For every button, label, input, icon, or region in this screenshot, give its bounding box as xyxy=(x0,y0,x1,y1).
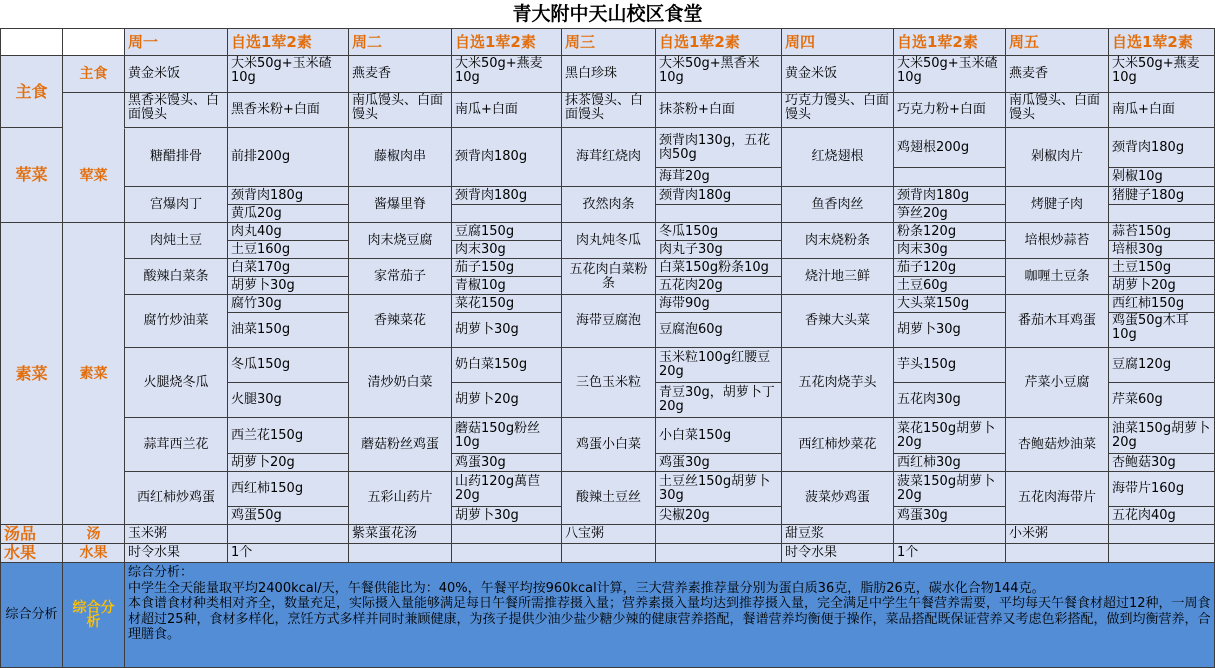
veg-mon-detail-5b: 胡萝卜20g xyxy=(228,454,349,472)
staple-tue-dish: 燕麦香 xyxy=(349,56,452,93)
veg-thu-detail-4a: 芋头150g xyxy=(894,348,1006,383)
veg-wed-dish-2: 五花肉白菜粉条 xyxy=(562,259,656,295)
veg-tue-detail-3b: 胡萝卜30g xyxy=(452,313,562,348)
header-corner-2 xyxy=(63,28,125,56)
staple-wed-dish-2: 抹茶馒头、白面馒头 xyxy=(562,93,656,128)
soup-thu: 甜豆浆 xyxy=(782,525,894,544)
staple-fri-detail: 大米50g+燕麦10g xyxy=(1109,56,1215,93)
subcategory-soup: 汤 xyxy=(63,525,125,544)
staple-thu-dish-2: 巧克力馒头、白面馒头 xyxy=(782,93,894,128)
fruit-wed-amount xyxy=(656,544,782,563)
staple-fri-dish-2: 南瓜馒头、白面馒头 xyxy=(1006,93,1109,128)
veg-fri-detail-5a: 油菜150g胡萝卜20g xyxy=(1109,418,1215,454)
category-staple: 主食 xyxy=(0,56,63,128)
veg-tue-detail-6a: 山药120g萬苣20g xyxy=(452,472,562,507)
staple-tue-detail-2: 南瓜+白面 xyxy=(452,93,562,128)
subcategory-analysis: 综合分析 xyxy=(63,563,125,668)
veg-thu-dish-5: 西红柿炒菜花 xyxy=(782,418,894,472)
veg-wed-dish-3: 海带豆腐泡 xyxy=(562,295,656,348)
meat-wed-dish-2: 孜然肉条 xyxy=(562,187,656,223)
veg-fri-detail-4a: 豆腐120g xyxy=(1109,348,1215,383)
header-tue-pick: 自选1荤2素 xyxy=(452,28,562,56)
veg-tue-detail-3a: 菜花150g xyxy=(452,295,562,313)
veg-thu-detail-2a: 茄子120g xyxy=(894,259,1006,277)
category-veg: 素菜 xyxy=(0,223,63,525)
analysis-paragraph-1: 中学生全天能量取平均2400kcal/天，午餐供能比为：40%，午餐平均按960kcal计算，三大营养素推荐量分别为蛋白质36克，脂肪26克，碳水化合物144克。 xyxy=(128,580,1045,596)
staple-thu-detail: 大米50g+玉米碴10g xyxy=(894,56,1006,93)
veg-tue-dish-6: 五彩山药片 xyxy=(349,472,452,525)
veg-thu-dish-4: 五花肉烧芋头 xyxy=(782,348,894,418)
fruit-mon-amount: 1个 xyxy=(228,544,349,563)
veg-thu-dish-3: 香辣大头菜 xyxy=(782,295,894,348)
veg-mon-dish-2: 酸辣白菜条 xyxy=(125,259,228,295)
staple-wed-detail: 大米50g+黑香米10g xyxy=(656,56,782,93)
header-tue: 周二 xyxy=(349,28,452,56)
veg-fri-dish-5: 杏鲍菇炒油菜 xyxy=(1006,418,1109,472)
veg-tue-detail-1b: 肉末30g xyxy=(452,241,562,259)
staple-mon-dish-2: 黑香米馒头、白面馒头 xyxy=(125,93,228,128)
header-mon: 周一 xyxy=(125,28,228,56)
meat-tue-dish: 藤椒肉串 xyxy=(349,128,452,187)
subcategory-staple: 主食 xyxy=(63,56,125,93)
meat-fri-detail-2a: 猪腱子180g xyxy=(1109,187,1215,205)
meat-tue-detail-2b xyxy=(452,205,562,223)
veg-tue-detail-2b: 青椒10g xyxy=(452,277,562,295)
subcategory-veg: 素菜 xyxy=(63,223,125,525)
veg-mon-dish-3: 腐竹炒油菜 xyxy=(125,295,228,348)
meat-fri-detail-2: 剁椒10g xyxy=(1109,168,1215,187)
subcategory-fruit: 水果 xyxy=(63,544,125,563)
veg-wed-detail-1b: 肉丸子30g xyxy=(656,241,782,259)
meat-tue-detail-2a: 颈背肉180g xyxy=(452,187,562,205)
meat-mon-dish: 糖醋排骨 xyxy=(125,128,228,187)
veg-tue-detail-2a: 茄子150g xyxy=(452,259,562,277)
fruit-thu: 时令水果 xyxy=(782,544,894,563)
staple-mon-dish: 黄金米饭 xyxy=(125,56,228,93)
veg-thu-detail-2b: 土豆60g xyxy=(894,277,1006,295)
veg-fri-dish-4: 芹菜小豆腐 xyxy=(1006,348,1109,418)
fruit-mon: 时令水果 xyxy=(125,544,228,563)
veg-thu-detail-3b: 胡萝卜30g xyxy=(894,313,1006,348)
soup-fri-pick xyxy=(1109,525,1215,544)
meat-fri-detail-2b xyxy=(1109,205,1215,223)
veg-fri-detail-3b: 鸡蛋50g木耳10g xyxy=(1109,313,1215,348)
veg-fri-dish-6: 五花肉海带片 xyxy=(1006,472,1109,525)
staple-thu-dish: 黄金米饭 xyxy=(782,56,894,93)
soup-tue: 紫菜蛋花汤 xyxy=(349,525,452,544)
subcategory-meat: 荤菜 xyxy=(63,128,125,223)
veg-mon-detail-5a: 西兰花150g xyxy=(228,418,349,454)
meat-thu-detail-2b: 笋丝20g xyxy=(894,205,1006,223)
veg-tue-detail-1a: 豆腐150g xyxy=(452,223,562,241)
meat-mon-detail: 前排200g xyxy=(228,128,349,187)
meat-thu-detail-blank xyxy=(894,168,1006,187)
staple-tue-dish-2: 南瓜馒头、白面馒头 xyxy=(349,93,452,128)
veg-wed-detail-3a: 海带90g xyxy=(656,295,782,313)
veg-wed-detail-4a: 玉米粒100g红腰豆20g xyxy=(656,348,782,383)
veg-fri-detail-6a: 海带片160g xyxy=(1109,472,1215,507)
header-mon-pick: 自选1荤2素 xyxy=(228,28,349,56)
header-wed: 周三 xyxy=(562,28,656,56)
veg-thu-detail-1b: 肉末30g xyxy=(894,241,1006,259)
fruit-wed xyxy=(562,544,656,563)
category-soup: 汤品 xyxy=(0,525,63,544)
veg-fri-detail-6b: 五花肉40g xyxy=(1109,507,1215,525)
fruit-fri xyxy=(1006,544,1109,563)
meat-fri-dish-2: 烤腱子肉 xyxy=(1006,187,1109,223)
staple-mon-detail-2: 黑香米粉+白面 xyxy=(228,93,349,128)
veg-wed-detail-3b: 豆腐泡60g xyxy=(656,313,782,348)
veg-thu-detail-6b: 鸡蛋30g xyxy=(894,507,1006,525)
veg-fri-detail-3a: 西红柿150g xyxy=(1109,295,1215,313)
category-fruit: 水果 xyxy=(0,544,63,563)
veg-fri-detail-5b: 杏鲍菇30g xyxy=(1109,454,1215,472)
header-fri-pick: 自选1荤2素 xyxy=(1109,28,1215,56)
veg-wed-dish-5: 鸡蛋小白菜 xyxy=(562,418,656,472)
veg-mon-detail-2a: 白菜170g xyxy=(228,259,349,277)
veg-tue-detail-5b: 鸡蛋30g xyxy=(452,454,562,472)
header-corner xyxy=(0,28,63,56)
analysis-text xyxy=(125,563,1215,668)
soup-wed-pick xyxy=(656,525,782,544)
veg-thu-dish-2: 烧汁地三鲜 xyxy=(782,259,894,295)
veg-wed-detail-2a: 白菜150g粉条10g xyxy=(656,259,782,277)
meat-mon-detail-2b: 黄瓜20g xyxy=(228,205,349,223)
category-analysis: 综合分析 xyxy=(0,563,63,668)
meat-thu-dish: 红烧翅根 xyxy=(782,128,894,187)
veg-wed-detail-5a: 小白菜150g xyxy=(656,418,782,454)
staple-wed-detail-2: 抹茶粉+白面 xyxy=(656,93,782,128)
meat-tue-detail: 颈背肉180g xyxy=(452,128,562,187)
veg-mon-detail-2b: 胡萝卜30g xyxy=(228,277,349,295)
veg-thu-detail-4b: 五花肉30g xyxy=(894,383,1006,418)
header-wed-pick: 自选1荤2素 xyxy=(656,28,782,56)
header-fri: 周五 xyxy=(1006,28,1109,56)
veg-thu-detail-6a: 菠菜150g胡萝卜20g xyxy=(894,472,1006,507)
veg-mon-detail-3a: 腐竹30g xyxy=(228,295,349,313)
soup-mon-pick xyxy=(228,525,349,544)
veg-fri-dish-2: 咖喱土豆条 xyxy=(1006,259,1109,295)
veg-tue-detail-5a: 蘑菇150g粉丝10g xyxy=(452,418,562,454)
meat-wed-detail-2: 海茸20g xyxy=(656,168,782,187)
veg-tue-dish-2: 家常茄子 xyxy=(349,259,452,295)
veg-mon-dish-6: 西红柿炒鸡蛋 xyxy=(125,472,228,525)
veg-mon-dish-5: 蒜茸西兰花 xyxy=(125,418,228,472)
veg-fri-detail-1b: 培根30g xyxy=(1109,241,1215,259)
analysis-paragraph-2: 本食谱食材种类相对齐全，数量充足，实际摄入量能够满足每日午餐所需推荐摄入量；营养素摄入量均达到推荐摄入量，完全满足中学生午餐营养需要，平均每天午餐食材超过12种，一周食材超过25种，食材多样化，烹饪方式多样并同时兼顾健康，为孩子提供少油少盐少糖少辣的健康营养搭配，餐谱营养均衡便于操作，菜品搭配既保证营养又考虑色彩搭配，做到均衡营养，合理膳食。 xyxy=(128,596,1211,642)
veg-tue-dish-3: 香辣菜花 xyxy=(349,295,452,348)
veg-mon-detail-4a: 冬瓜150g xyxy=(228,348,349,383)
meat-thu-detail: 鸡翅根200g xyxy=(894,128,1006,168)
veg-thu-dish-1: 肉末烧粉条 xyxy=(782,223,894,259)
veg-thu-detail-5b: 西红柿30g xyxy=(894,454,1006,472)
meat-mon-detail-2a: 颈背肉180g xyxy=(228,187,349,205)
veg-wed-dish-6: 酸辣土豆丝 xyxy=(562,472,656,525)
veg-fri-dish-3: 番茄木耳鸡蛋 xyxy=(1006,295,1109,348)
veg-tue-dish-4: 清炒奶白菜 xyxy=(349,348,452,418)
analysis-heading: 综合分析： xyxy=(128,565,194,580)
veg-mon-detail-6a: 西红柿150g xyxy=(228,472,349,507)
veg-wed-detail-6a: 土豆丝150g胡萝卜30g xyxy=(656,472,782,507)
veg-fri-detail-4b: 芹菜60g xyxy=(1109,383,1215,418)
soup-mon: 玉米粥 xyxy=(125,525,228,544)
meat-tue-dish-2: 酱爆里脊 xyxy=(349,187,452,223)
veg-mon-detail-1a: 肉丸40g xyxy=(228,223,349,241)
veg-tue-detail-4a: 奶白菜150g xyxy=(452,348,562,383)
veg-fri-dish-1: 培根炒蒜苔 xyxy=(1006,223,1109,259)
subcategory-staple-blank xyxy=(63,93,125,128)
soup-tue-pick xyxy=(452,525,562,544)
fruit-thu-amount: 1个 xyxy=(894,544,1006,563)
veg-mon-detail-4b: 火腿30g xyxy=(228,383,349,418)
soup-wed: 八宝粥 xyxy=(562,525,656,544)
veg-mon-detail-6b: 鸡蛋50g xyxy=(228,507,349,525)
veg-thu-detail-3a: 大头菜150g xyxy=(894,295,1006,313)
staple-tue-detail: 大米50g+燕麦10g xyxy=(452,56,562,93)
staple-mon-detail: 大米50g+玉米碴10g xyxy=(228,56,349,93)
veg-mon-dish-4: 火腿烧冬瓜 xyxy=(125,348,228,418)
meat-mon-dish-2: 宫爆肉丁 xyxy=(125,187,228,223)
meat-thu-dish-2: 鱼香肉丝 xyxy=(782,187,894,223)
page-title: 青大附中天山校区食堂 xyxy=(0,0,1215,28)
veg-fri-detail-1a: 蒜苔150g xyxy=(1109,223,1215,241)
veg-wed-detail-5b: 鸡蛋30g xyxy=(656,454,782,472)
veg-wed-detail-6b: 尖椒20g xyxy=(656,507,782,525)
soup-thu-pick xyxy=(894,525,1006,544)
veg-fri-detail-2a: 土豆150g xyxy=(1109,259,1215,277)
fruit-tue-amount xyxy=(452,544,562,563)
veg-tue-dish-5: 蘑菇粉丝鸡蛋 xyxy=(349,418,452,472)
veg-mon-detail-1b: 土豆160g xyxy=(228,241,349,259)
veg-wed-detail-4b: 青豆30g，胡萝卜丁20g xyxy=(656,383,782,418)
veg-mon-dish-1: 肉炖土豆 xyxy=(125,223,228,259)
staple-thu-detail-2: 巧克力粉+白面 xyxy=(894,93,1006,128)
veg-thu-detail-1a: 粉条120g xyxy=(894,223,1006,241)
meat-thu-detail-2a: 颈背肉180g xyxy=(894,187,1006,205)
veg-thu-detail-5a: 菜花150g胡萝卜20g xyxy=(894,418,1006,454)
veg-wed-dish-4: 三色玉米粒 xyxy=(562,348,656,418)
header-thu-pick: 自选1荤2素 xyxy=(894,28,1006,56)
meat-wed-detail-2b xyxy=(656,205,782,223)
veg-wed-dish-1: 肉丸炖冬瓜 xyxy=(562,223,656,259)
staple-fri-detail-2: 南瓜+白面 xyxy=(1109,93,1215,128)
fruit-tue xyxy=(349,544,452,563)
veg-wed-detail-1a: 冬瓜150g xyxy=(656,223,782,241)
veg-tue-dish-1: 肉末烧豆腐 xyxy=(349,223,452,259)
staple-wed-dish: 黑白珍珠 xyxy=(562,56,656,93)
soup-fri: 小米粥 xyxy=(1006,525,1109,544)
category-meat: 荤菜 xyxy=(0,128,63,223)
veg-wed-detail-2b: 五花肉20g xyxy=(656,277,782,295)
veg-mon-detail-3b: 油菜150g xyxy=(228,313,349,348)
veg-fri-detail-2b: 胡萝卜20g xyxy=(1109,277,1215,295)
veg-tue-detail-6b: 胡萝卜30g xyxy=(452,507,562,525)
meat-fri-dish: 剁椒肉片 xyxy=(1006,128,1109,187)
veg-tue-detail-4b: 胡萝卜20g xyxy=(452,383,562,418)
fruit-fri-amount xyxy=(1109,544,1215,563)
meat-wed-detail-2a: 颈背肉180g xyxy=(656,187,782,205)
veg-thu-dish-6: 菠菜炒鸡蛋 xyxy=(782,472,894,525)
meat-fri-detail: 颈背肉180g xyxy=(1109,128,1215,168)
header-thu: 周四 xyxy=(782,28,894,56)
staple-fri-dish: 燕麦香 xyxy=(1006,56,1109,93)
meat-wed-dish: 海茸红烧肉 xyxy=(562,128,656,187)
meat-wed-detail: 颈背肉130g，五花肉50g xyxy=(656,128,782,168)
